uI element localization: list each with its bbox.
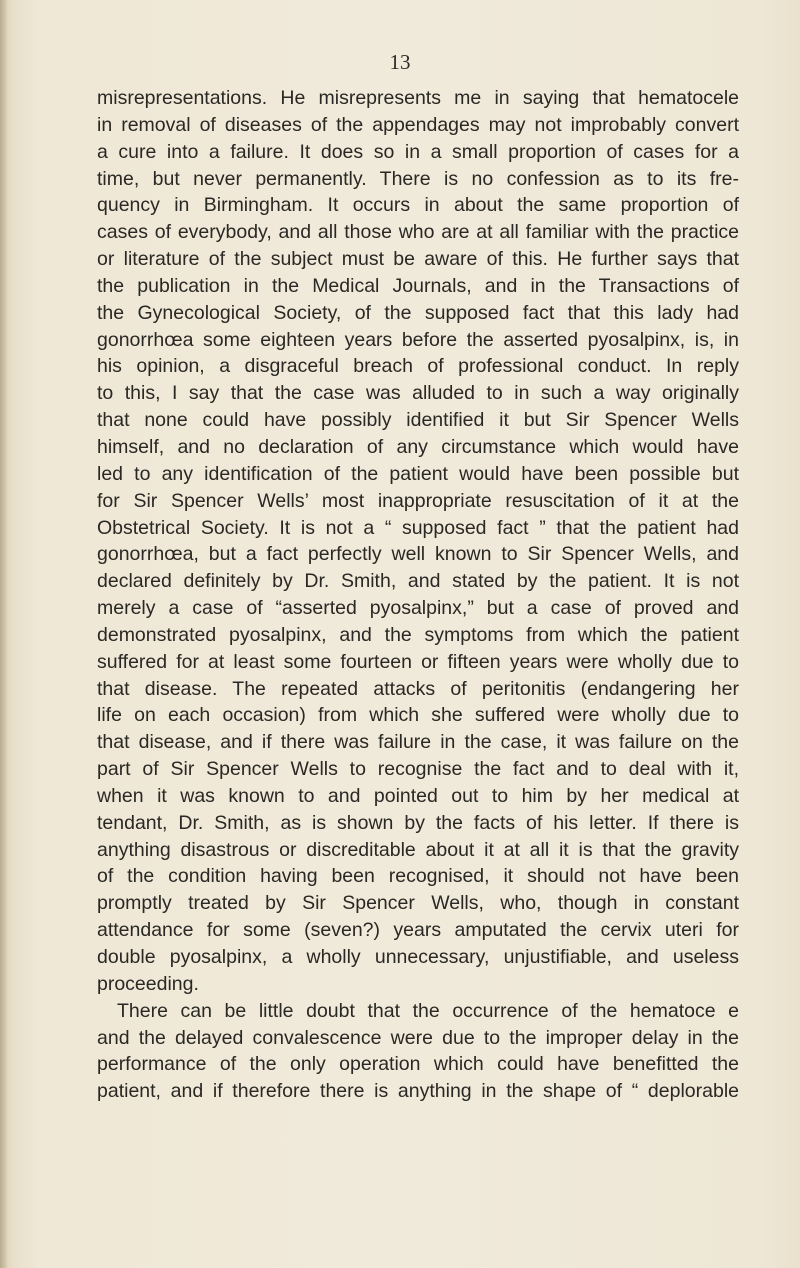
text-line: demonstrated pyosalpinx, and the symptoms from which the patient [97, 623, 739, 646]
text-line: misrepresentations. He misrepresents me in saying that hematocele [97, 87, 739, 109]
text-line: declared definitely by Dr. Smith, and stated by the patient. It is not [97, 570, 739, 593]
text-line: Obstetrical Society. It is not a “ supposed fact ” that the patient had [97, 516, 739, 539]
text-line: anything disastrous or discreditable about it at all it is that the gravity [97, 838, 739, 861]
text-line: gonorrhœa some eighteen years before the asserted pyosalpinx, is, in [97, 328, 739, 351]
binding-shadow [0, 0, 8, 1268]
text-line: his opinion, a disgraceful breach of professional conduct. In reply [97, 355, 739, 378]
text-line: led to any identification of the patient would have been possible but [97, 462, 739, 485]
text-line: for Sir Spencer Wells’ most inappropriate resuscitation of it at the [97, 489, 739, 512]
text-line: suffered for at least some fourteen or fifteen years were wholly due to [97, 650, 739, 673]
text-line: the publication in the Medical Journals, and in the Transactions of [97, 274, 739, 297]
text-line: the Gynecological Society, of the supposed fact that this lady had [97, 301, 739, 324]
text-line: and the delayed convalescence were due to the improper delay in the [97, 1026, 739, 1049]
text-line: promptly treated by Sir Spencer Wells, who, though in constant [97, 892, 739, 915]
text-line: that none could have possibly identified it but Sir Spencer Wells [97, 409, 739, 432]
text-line: performance of the only operation which could have benefitted the [97, 1053, 739, 1076]
text-line: attendance for some (seven?) years amputated the cervix uteri for [97, 919, 739, 942]
text-line: quency in Birmingham. It occurs in about the same proportion of [97, 194, 739, 217]
text-line: or literature of the subject must be aware of this. He further says that [97, 248, 739, 271]
text-line: to this, I say that the case was alluded to in such a way originally [97, 382, 739, 405]
page-number: 13 [389, 50, 411, 74]
text-line: proceeding. [97, 972, 199, 995]
text-line: a cure into a failure. It does so in a small proportion of cases for a [97, 140, 739, 163]
text-line: There can be little doubt that the occurrence of the hematoce e [117, 999, 739, 1022]
text-line: of the condition having been recognised, it should not have been [97, 865, 739, 888]
text-line: double pyosalpinx, a wholly unnecessary, unjustifiable, and useless [97, 946, 739, 968]
text-line: part of Sir Spencer Wells to recognise the fact and to deal with it, [97, 758, 739, 781]
text-line: when it was known to and pointed out to him by her medical at [97, 784, 739, 807]
text-line: patient, and if therefore there is anything in the shape of “ deplorable [97, 1080, 739, 1103]
text-line: gonorrhœa, but a fact perfectly well known to Sir Spencer Wells, and [97, 543, 739, 566]
text-line: merely a case of “asserted pyosalpinx,” but a case of proved and [97, 597, 739, 620]
text-line: time, but never permanently. There is no confession as to its fre- [97, 167, 739, 190]
body-text [97, 85, 739, 1105]
text-line: himself, and no declaration of any circumstance which would have [97, 435, 739, 458]
text-line: tendant, Dr. Smith, as is shown by the facts of his letter. If there is [97, 811, 739, 834]
text-line: life on each occasion) from which she suffered were wholly due to [97, 704, 739, 727]
text-line: cases of everybody, and all those who are at all familiar with the practice [97, 221, 739, 244]
text-line: that disease. The repeated attacks of peritonitis (endangering her [97, 677, 739, 700]
text-line: that disease, and if there was failure in the case, it was failure on the [97, 731, 739, 754]
text-line: in removal of diseases of the appendages may not improbably convert [97, 113, 739, 136]
